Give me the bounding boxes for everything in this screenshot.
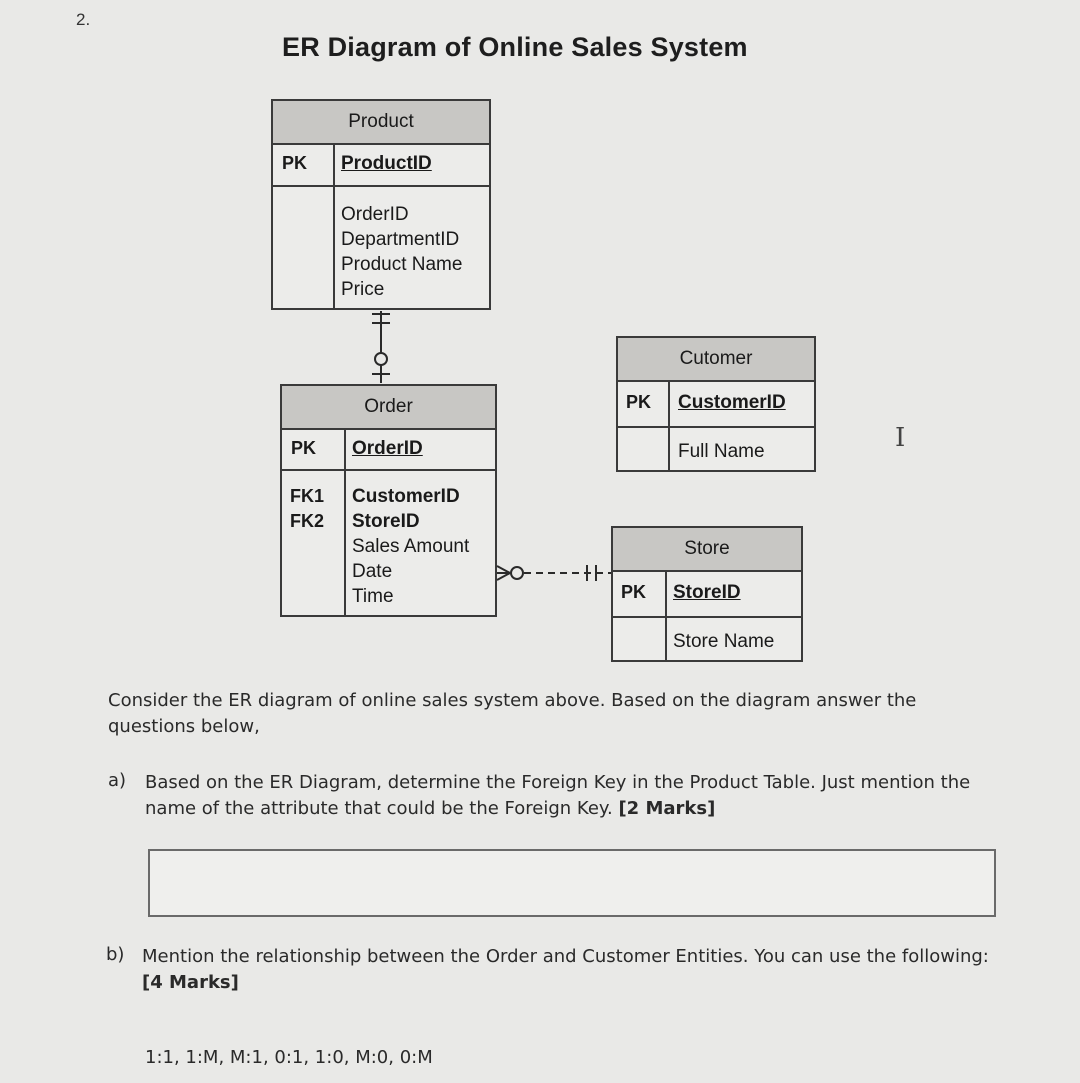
order-attr: Sales Amount: [352, 536, 470, 557]
order-attr: Time: [352, 586, 394, 607]
question-b: [142, 944, 992, 996]
relationship-options: 1:1, 1:M, M:1, 0:1, 1:0, M:0, 0:M: [145, 1047, 433, 1068]
product-pk-label: PK: [282, 153, 308, 173]
order-fk-label: FK2: [290, 511, 325, 531]
product-attr: DepartmentID: [341, 229, 460, 250]
text-cursor-icon: Ι: [895, 423, 906, 453]
question-b-label: b): [106, 944, 125, 965]
entity-product-header: Product: [273, 101, 489, 145]
customer-attr: Full Name: [678, 441, 765, 462]
order-pk-attr: OrderID: [352, 438, 423, 459]
entity-customer-header: Cutomer: [618, 338, 814, 382]
entity-order-header: Order: [282, 386, 495, 430]
answer-input-a[interactable]: [148, 849, 996, 917]
question-b-marks: [4 Marks]: [142, 972, 239, 993]
product-attr: OrderID: [341, 204, 409, 225]
product-attr: Product Name: [341, 254, 463, 275]
question-a-label: a): [108, 770, 127, 791]
product-order-relationship: [372, 311, 390, 383]
product-attr: Price: [341, 279, 385, 300]
order-fk-attr: CustomerID: [352, 486, 460, 507]
order-attr: Date: [352, 561, 393, 582]
store-pk-label: PK: [621, 582, 647, 602]
order-store-relationship: [497, 565, 611, 581]
diagram-title: ER Diagram of Online Sales System: [282, 32, 748, 62]
order-fk-attr: StoreID: [352, 511, 420, 532]
question-b-text: Mention the relationship between the Order and Customer Entities. You can use the following:: [142, 946, 989, 967]
question-number: 2.: [76, 10, 91, 29]
intro-text: Consider the ER diagram of online sales system above. Based on the diagram answer the questions below,: [108, 690, 917, 737]
store-attr: Store Name: [673, 631, 775, 652]
question-a: [145, 770, 990, 822]
order-pk-label: PK: [291, 438, 317, 458]
store-pk-attr: StoreID: [673, 582, 741, 603]
entity-store-header: Store: [613, 528, 801, 572]
question-a-marks: [2 Marks]: [618, 798, 716, 819]
question-a-text: Based on the ER Diagram, determine the Foreign Key in the Product Table. Just mention the name of the attribute that could be the Foreign Key.: [145, 772, 971, 819]
customer-pk-attr: CustomerID: [678, 392, 786, 413]
product-pk-attr: ProductID: [341, 153, 432, 174]
order-fk-label: FK1: [290, 486, 325, 506]
customer-pk-label: PK: [626, 392, 652, 412]
